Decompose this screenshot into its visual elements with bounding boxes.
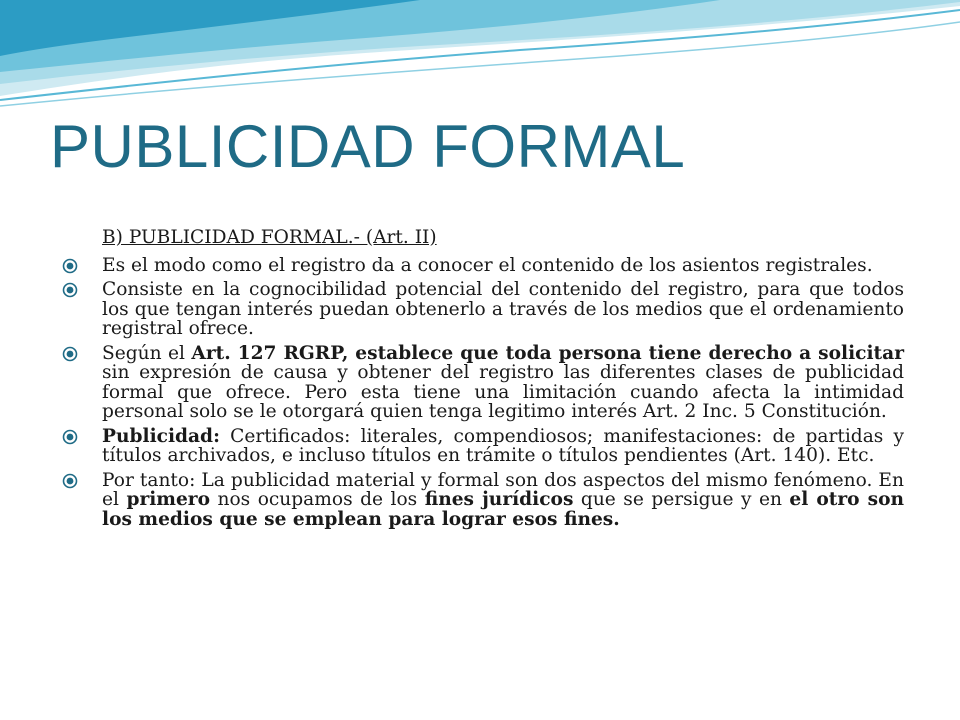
text-segment: primero bbox=[126, 489, 211, 510]
text-segment: Consiste en la cognocibilidad potencial del contenido del registro, para que todos los que tengan interés puedan obtenerlo a través de los medios que el ordenamiento registral ofrece. bbox=[102, 279, 904, 339]
text-segment: sin expresión de causa y obtener del registro las diferentes clases de publicidad formal que ofrece. Pero esta tiene una limitación cuando afecta la intimidad personal solo se le otorgará quien tenga legitimo interés Art. 2 Inc. 5 Constitución. bbox=[102, 362, 904, 422]
header-wave-decoration bbox=[0, 0, 960, 120]
text-segment: nos ocupamos de los bbox=[210, 489, 425, 510]
radio-circle-icon bbox=[62, 429, 78, 445]
subheading: B) PUBLICIDAD FORMAL.- (Art. II) bbox=[102, 227, 437, 248]
text-segment: Art. 127 RGRP, establece que toda persona tiene derecho a solicitar bbox=[191, 342, 904, 364]
bullet-text bbox=[102, 343, 904, 423]
bullet-item bbox=[62, 427, 904, 466]
bullet-text bbox=[102, 255, 873, 276]
bullet-item bbox=[62, 344, 904, 422]
bullet-item bbox=[62, 280, 904, 339]
text-segment: el otro son los medios que se emplean para lograr esos fines. bbox=[102, 489, 904, 530]
bullet-text bbox=[102, 426, 904, 467]
slide-body bbox=[62, 228, 904, 534]
text-segment: que se persigue y en bbox=[573, 489, 790, 510]
radio-circle-icon bbox=[62, 282, 78, 298]
radio-circle-icon bbox=[62, 258, 78, 274]
text-segment: Publicidad: bbox=[102, 425, 220, 447]
bullet-text bbox=[102, 470, 904, 530]
text-segment: Es el modo como el registro da a conocer el contenido de los asientos registrales. bbox=[102, 254, 873, 276]
bullet-list bbox=[62, 256, 904, 530]
bullet-text bbox=[102, 279, 904, 339]
text-segment: Por tanto: La publicidad material y formal son dos aspectos del mismo fenómeno. En el bbox=[102, 469, 904, 510]
slide-title: PUBLICIDAD FORMAL bbox=[50, 113, 686, 180]
bullet-item bbox=[62, 256, 904, 276]
text-segment: Según el bbox=[102, 342, 192, 364]
bullet-item bbox=[62, 471, 904, 530]
radio-circle-icon bbox=[62, 346, 78, 362]
text-segment: fines jurídicos bbox=[424, 489, 574, 510]
text-segment: Certificados: literales, compendiosos; manifestaciones: de partidas y títulos archivados, e incluso títulos en trámite o títulos pendientes (Art. 140). Etc. bbox=[102, 425, 904, 466]
radio-circle-icon bbox=[62, 473, 78, 489]
